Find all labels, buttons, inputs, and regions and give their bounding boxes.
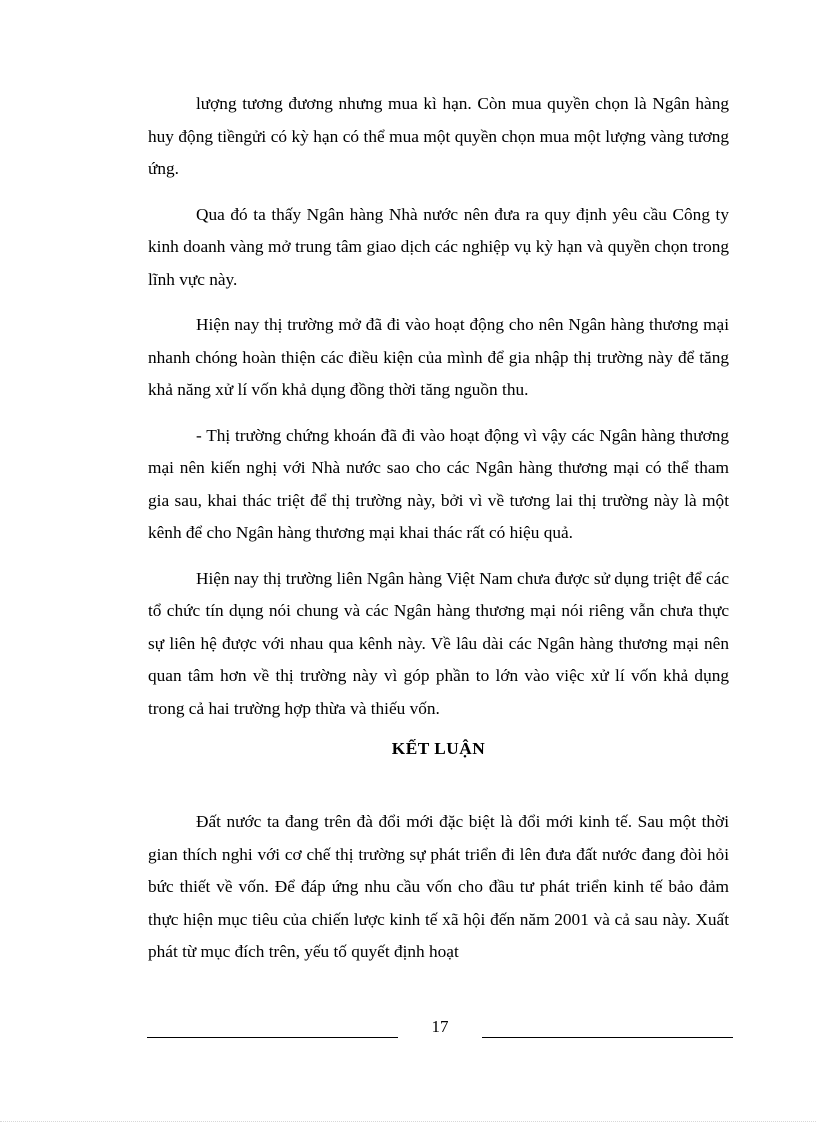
paragraph-5: Hiện nay thị trường liên Ngân hàng Việt Nam chưa được sử dụng triệt để các tổ chức tín dụng nói chung và các Ngân hàng thương mại nói riêng vẫn chưa thực sự liên hệ được với nhau qua kênh này. Về lâu dài các Ngân hàng thương mại nên quan tâm hơn về thị trường này vì góp phần to lớn vào việc xử lí vốn khả dụng trong cả hai trường hợp thừa và thiếu vốn.	[148, 568, 729, 718]
conclusion-paragraph: Đất nước ta đang trên đà đổi mới đặc biệt là đổi mới kinh tế. Sau một thời gian thích nghi với cơ chế thị trường sự phát triển đi lên đưa đất nước đang đòi hỏi bức thiết về vốn. Để đáp ứng nhu cầu vốn cho đầu tư phát triển kinh tế bảo đảm thực hiện mục tiêu của chiến lược kinh tế xã hội đến năm 2001 và cả sau này. Xuất phát từ mục đích trên, yếu tố quyết định hoạt	[148, 812, 729, 961]
page-number: 17	[398, 1016, 482, 1038]
section-heading: KẾT LUẬN	[391, 739, 486, 758]
heading-spacer	[148, 764, 729, 806]
paragraph-4: - Thị trường chứng khoán đã đi vào hoạt động vì vậy các Ngân hàng thương mại nên kiến nghị với Nhà nước sao cho các Ngân hàng thương mại có thể tham gia sau, khai thác triệt để thị trường này, bởi vì về tương lai thị trường này là một kênh để cho Ngân hàng thương mại khai thác rất có hiệu quả.	[148, 425, 729, 542]
body-text	[148, 88, 729, 969]
paragraph-1: lượng tương đương nhưng mua kì hạn. Còn mua quyền chọn là Ngân hàng huy động tiềngửi có kỳ hạn có thể mua một quyền chọn mua một lượng vàng tương ứng.	[148, 94, 729, 178]
paragraph-2: Qua đó ta thấy Ngân hàng Nhà nước nên đưa ra quy định yêu cầu Công ty kinh doanh vàng mở trung tâm giao dịch các nghiệp vụ kỳ hạn và quyền chọn trong lĩnh vực này.	[148, 204, 729, 289]
page-bottom-edge	[0, 1121, 816, 1122]
paragraph-3: Hiện nay thị trường mở đã đi vào hoạt động cho nên Ngân hàng thương mại nhanh chóng hoàn thiện các điều kiện của mình để gia nhập thị trường này để tăng khả năng xử lí vốn khả dụng đồng thời tăng nguồn thu.	[148, 315, 729, 399]
